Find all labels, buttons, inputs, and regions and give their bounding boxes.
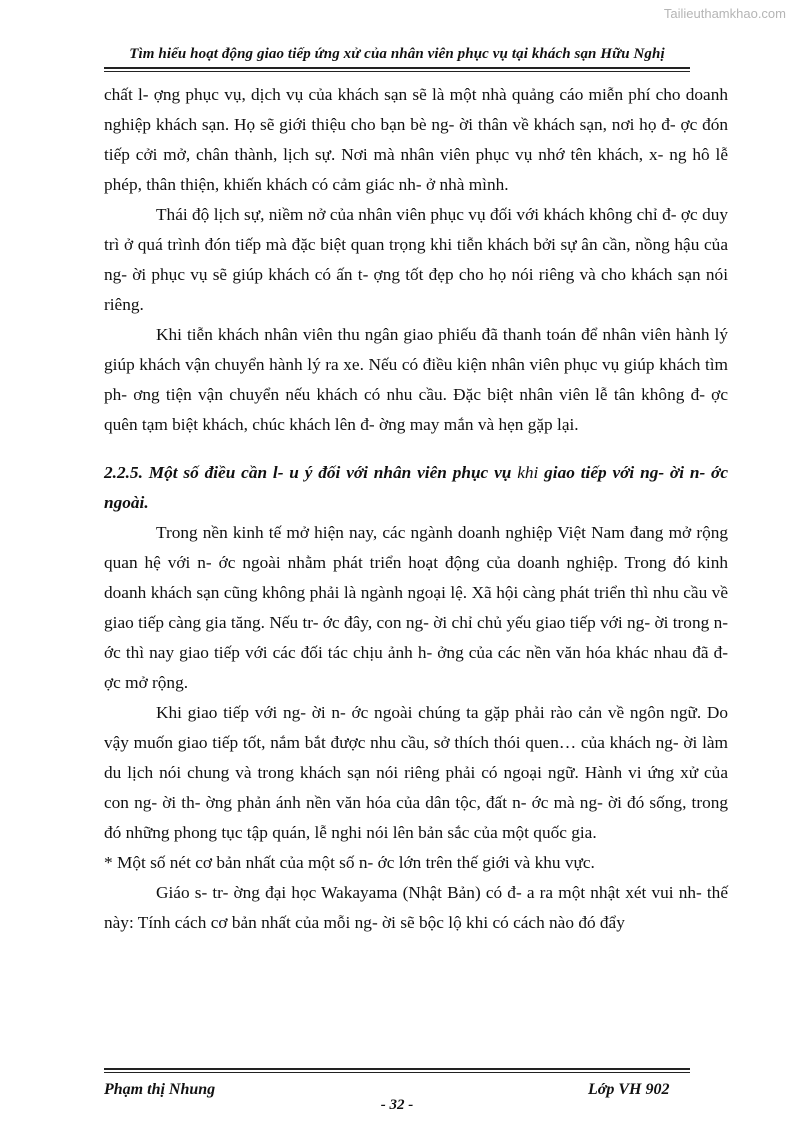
paragraph: Thái độ lịch sự, niềm nở của nhân viên phục vụ đối với khách không chỉ đ- ợc duy trì ở quá trình đón tiếp mà đặc biệt quan trọng khi tiễn khách bởi sự ân cần, nồng hậu của ng- ời phục vụ sẽ giúp khách có ấn t- ợng tốt đẹp cho họ nói riêng và cho khách sạn nói riêng. [104, 205, 728, 314]
paragraph-continued: chất l- ợng phục vụ, dịch vụ của khách sạn sẽ là một nhà quảng cáo miễn phí cho doanh nghiệp khách sạn. Họ sẽ giới thiệu cho bạn bè ng- ời thân về khách sạn, nơi họ đ- ợc đón tiếp cởi mở, chân thành, lịch sự. Nơi mà nhân viên phục vụ nhớ tên khách, x- ng hô lễ phép, thân thiện, khiến khách có cảm giác nh- ở nhà mình. [104, 85, 728, 194]
note-line: * Một số nét cơ bản nhất của một số n- ớc lớn trên thế giới và khu vực. [104, 853, 595, 872]
page-header-title: Tìm hiểu hoạt động giao tiếp ứng xử của nhân viên phục vụ tại khách sạn Hữu Nghị [129, 46, 665, 62]
header-rule [104, 67, 690, 72]
paragraph: Khi tiễn khách nhân viên thu ngân giao phiếu đã thanh toán để nhân viên hành lý giúp khách vận chuyển hành lý ra xe. Nếu có điều kiện nhân viên phục vụ giúp khách tìm ph- ơng tiện vận chuyển nếu khách có nhu cầu. Đặc biệt nhân viên lễ tân không đ- ợc quên tạm biệt khách, chúc khách lên đ- ờng may mắn và hẹn gặp lại. [104, 325, 728, 434]
section-heading-part: giao tiếp với ng- ời n- ớc ngoài. [104, 463, 728, 512]
watermark: Tailieuthamkhao.com [663, 6, 786, 21]
section-heading [104, 458, 728, 518]
page-number: - 32 - [380, 1097, 414, 1113]
document-body [104, 80, 728, 938]
footer-rule [104, 1068, 690, 1073]
paragraph: Khi giao tiếp với ng- ời n- ớc ngoài chúng ta gặp phải rào cản về ngôn ngữ. Do vậy muốn giao tiếp tốt, nắm bắt được nhu cầu, sở thích thói quen… của khách ng- ời làm du lịch nói chung và trong khách sạn nói riêng phải có ngoại ngữ. Hành vi ứng xử của con ng- ời th- ờng phản ánh nền văn hóa của dân tộc, đất n- ớc mà ng- ời đó sống, trong đó những phong tục tập quán, lễ nghi nói lên bản sắc của một quốc gia. [104, 703, 728, 842]
section-heading-part: 2.2.5. Một số điều cần l- u ý đối với nhân viên phục vụ [104, 463, 518, 482]
section-heading-part: khi [517, 463, 539, 482]
footer-class: Lớp VH 902 [588, 1081, 670, 1098]
paragraph: Trong nền kinh tế mở hiện nay, các ngành doanh nghiệp Việt Nam đang mở rộng quan hệ với n- ớc ngoài nhằm phát triển hoạt động của doanh nghiệp. Trong đó kinh doanh khách sạn cũng không phải là ngành ngoại lệ. Xã hội càng phát triển thì nhu cầu về giao tiếp càng gia tăng. Nếu tr- ớc đây, con ng- ời chỉ chủ yếu giao tiếp với ng- ời trong n- ớc thì nay giao tiếp với các đối tác chịu ảnh h- ởng của các nền văn hóa khác nhau đã đ- ợc mở rộng. [104, 523, 728, 692]
paragraph: Giáo s- tr- ờng đại học Wakayama (Nhật Bản) có đ- a ra một nhật xét vui nh- thế này: Tính cách cơ bản nhất của mỗi ng- ời sẽ bộc lộ khi có cách nào đó đẩy [104, 883, 728, 932]
footer-author: Phạm thị Nhung [104, 1081, 216, 1098]
